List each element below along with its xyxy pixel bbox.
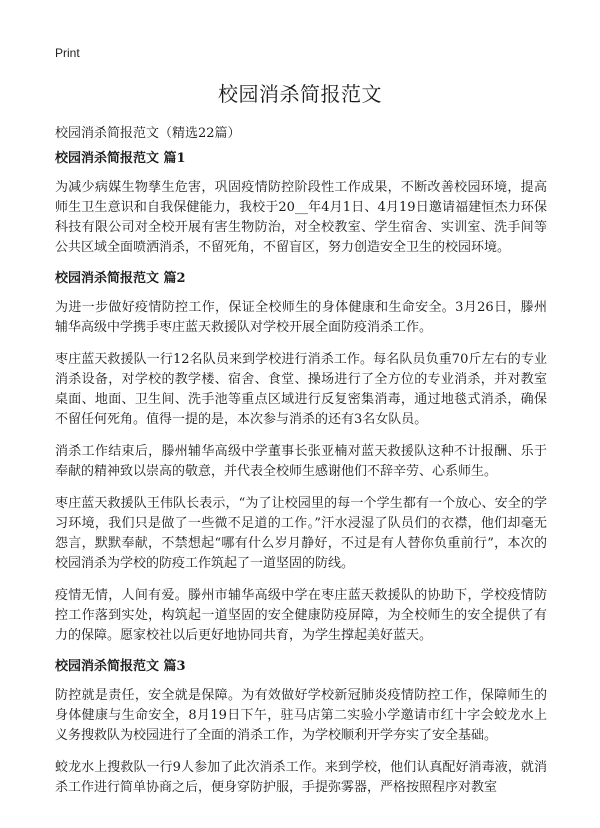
paragraph: 为进一步做好疫情防控工作，保证全校师生的身体健康和生命安全。3月26日，滕州辅华高级中学携手枣庄蓝天救援队对学校开展全面防疫消杀工作。 [55, 300, 547, 335]
section-heading: 校园消杀简报范文 篇3 [55, 659, 186, 674]
paragraph: 蛟龙水上搜救队一行9人参加了此次消杀工作。来到学校，他们认真配好消毒液，就消杀工作进行简单协商之后，便身穿防护服，手提弥雾器，严格按照程序对教室 [55, 760, 547, 795]
print-link[interactable]: Print [55, 46, 80, 60]
paragraph: 消杀工作结束后，滕州辅华高级中学董事长张亚楠对蓝天救援队这种不计报酬、乐于奉献的精神致以崇高的敬意，并代表全校师生感谢他们不辞辛劳、心系师生。 [55, 444, 547, 479]
section-heading: 校园消杀简报范文 篇1 [55, 151, 186, 166]
paragraph: 为减少病媒生物孳生危害，巩固疫情防控阶段性工作成果，不断改善校园环境，提高师生卫生意识和自我保健能力，我校于20__年4月1日、4月19日邀请福建恒杰力环保科技有限公司对全校开展有害生物防治，对全校教室、学生宿舍、实训室、洗手间等公共区域全面喷洒消杀，不留死角，不留盲区，努力创造安全卫生的校园环境。 [55, 180, 547, 255]
article-content [55, 150, 547, 810]
document-subtitle: 校园消杀简报范文（精选22篇） [55, 126, 241, 141]
page-title: 校园消杀简报范文 [218, 82, 382, 106]
paragraph: 防控就是责任，安全就是保障。为有效做好学校新冠肺炎疫情防控工作，保障师生的身体健康与生命安全，8月19日下午，驻马店第二实验小学邀请市红十字会蛟龙水上义务搜救队为校园进行了全面的消杀工作，为学校顺利开学夯实了安全基础。 [55, 688, 547, 743]
paragraph: 枣庄蓝天救援队一行12名队员来到学校进行消杀工作。每名队员负重70斤左右的专业消杀设备，对学校的教学楼、宿舍、食堂、操场进行了全方位的专业消杀，并对教室桌面、地面、卫生间、洗手池等重点区域进行反复密集消毒，通过地毯式消杀，确保不留任何死角。值得一提的是，本次参与消杀的还有3名女队员。 [55, 352, 547, 427]
section-heading: 校园消杀简报范文 篇2 [55, 271, 186, 286]
paragraph: 疫情无情，人间有爱。滕州市辅华高级中学在枣庄蓝天救援队的协助下，学校疫情防控工作落到实处，构筑起一道坚固的安全健康防疫屏障，为全校师生的安全提供了有力的保障。愿家校社以后更好地协同共育，为学生撑起美好蓝天。 [55, 588, 547, 643]
paragraph: 枣庄蓝天救援队王伟队长表示，“为了让校园里的每一个学生都有一个放心、安全的学习环境，我们只是做了一些微不足道的工作。”汗水浸湿了队员们的衣襟，他们却毫无怨言，默默奉献，不禁想起“哪有什么岁月静好，不过是有人替你负重前行”，本次的校园消杀为学校的防疫工作筑起了一道坚固的防线。 [55, 496, 547, 571]
